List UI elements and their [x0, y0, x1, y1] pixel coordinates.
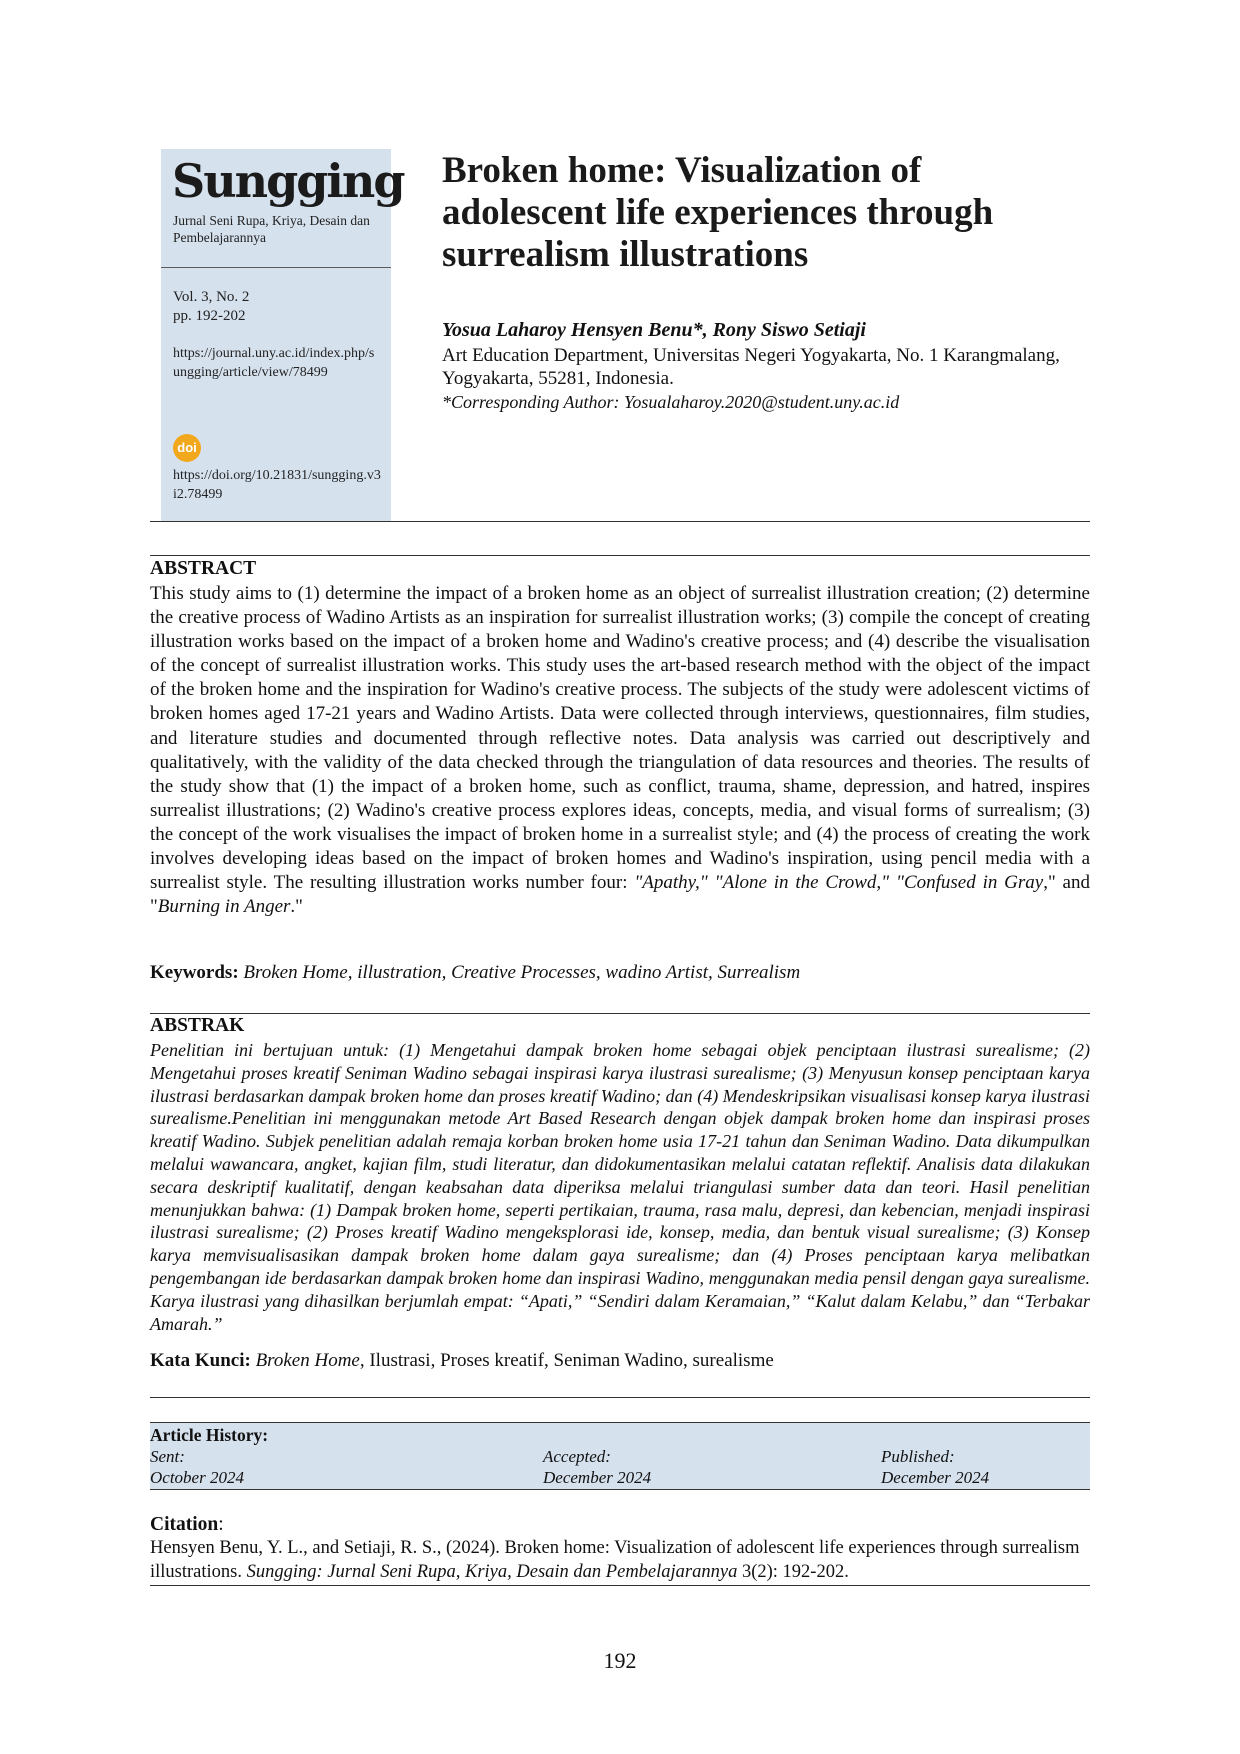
- citation-tail: 3(2): 192-202.: [737, 1561, 849, 1582]
- kata-kunci: [150, 1349, 1090, 1373]
- work-separator: ," and ": [150, 872, 1090, 918]
- abstract-body-text: This study aims to (1) determine the impact of a broken home as an object of surrealist illustration creation; (2) determine the creative process of Wadino Artists as an inspiration for surrealist illustration works; (3) compile the concept of creating illustration works based on the impact of a broken home and Wadino's creative process; and (4) describe the visualisation of the concept of surrealist illustration works. This study uses the art-based research method with the object of the impact of the broken home and the inspiration for Wadino's creative process. The subjects of the study were adolescent victims of broken homes aged 17-21 years and Wadino Artists. Data were collected through interviews, questionnaires, film studies, and literature studies and documented through reflective notes. Data analysis was carried out descriptively and qualitatively, with the validity of the data checked through the triangulation of data resources and theories. The results of the study show that (1) the impact of a broken home, such as conflict, trauma, shame, depression, and hatred, inspires surrealist illustrations; (2) Wadino's creative process explores ideas, concepts, media, and visual forms of surrealism; (3) the concept of the work visualises the impact of broken home in a surrealist style; and (4) the process of creating the work involves developing ideas based on the impact of broken homes and Wadino's inspiration, using pencil media with a surrealist style. The resulting illustration works number four:: [150, 583, 1090, 894]
- accepted-date: December 2024: [543, 1468, 652, 1487]
- accepted-label: Accepted:: [543, 1447, 611, 1466]
- work-title-3: "Confused in Gray: [895, 872, 1044, 894]
- article-history: [150, 1422, 1090, 1490]
- journal-info-box: [161, 149, 404, 521]
- abstract-heading: ABSTRACT: [150, 558, 257, 579]
- kata-kunci-rest: , Ilustrasi, Proses kreatif, Seniman Wadino, surealisme: [359, 1350, 774, 1371]
- history-accepted: [543, 1446, 651, 1488]
- kata-kunci-first: Broken Home: [255, 1350, 360, 1371]
- history-sent: [150, 1446, 244, 1488]
- citation-label: Citation: [150, 1514, 219, 1535]
- abstrak-text: Penelitian ini bertujuan untuk: (1) Mengetahui dampak broken home sebagai objek penciptaan ilustrasi surealisme; (2) Mengetahui proses kreatif Seniman Wadino sebagai inspirasi karya ilustrasi surealisme; (3) Menyusun konsep penciptaan karya ilustrasi berdasarkan dampak broken home dan proses kreatif Wadino; dan (4) Mendeskripsikan visualisasi konsep karya ilustrasi surealisme.Penelitian ini menggunakan metode Art Based Research dengan objek dampak broken home dan inspirasi proses kreatif Wadino. Subjek penelitian adalah remaja korban broken home usia 17-21 tahun dan Seniman Wadino. Data dikumpulkan melalui wawancara, angket, kajian film, studi literatur, dan didokumentasikan melalui catatan reflektif. Analisis data dilakukan secara deskriptif kualitatif, dengan keabsahan data diperiksa melalui triangulasi sumber data dan teori. Hasil penelitian menunjukkan bahwa: (1) Dampak broken home, seperti pertikaian, trauma, rasa malu, depresi, dan kebencian, menjadi inspirasi ilustrasi surealisme; (2) Proses kreatif Wadino mengeksplorasi ide, konsep, media, dan bentuk visual surealisme; (3) Konsep karya memvisualisasikan dampak broken home dalam gaya surealisme; dan (4) Proses penciptaan karya melibatkan pengembangan ide berdasarkan dampak broken home dan inspirasi Wadino, menggunakan media pensil dengan gaya surealisme. Karya ilustrasi yang dihasilkan berjumlah empat: “Apati,” “Sendiri dalam Keramaian,” “Kalut dalam Kelabu,” dan “Terbakar Amarah.”: [150, 1040, 1090, 1334]
- journal-logo: Sungging: [172, 154, 404, 208]
- doi-icon: doi: [173, 434, 201, 462]
- work-title-2: "Alone in the Crowd,": [714, 872, 890, 894]
- published-label: Published:: [881, 1447, 955, 1466]
- citation-journal: Sungging: Jurnal Seni Rupa, Kriya, Desain dan Pembelajarannya: [246, 1561, 738, 1582]
- abstrak-heading: ABSTRAK: [150, 1015, 245, 1036]
- keywords: [150, 961, 1090, 985]
- header-divider: [150, 521, 1090, 522]
- history-top-rule: [150, 1397, 1090, 1398]
- citation-bottom-rule: [150, 1585, 1090, 1586]
- corresponding-author: *Corresponding Author: Yosualaharoy.2020@student.uny.ac.id: [442, 392, 900, 412]
- keywords-label: Keywords:: [150, 962, 239, 983]
- article-title: Broken home: Visualization of adolescent life experiences through surrealism illustrations: [442, 150, 994, 275]
- page-number: 192: [603, 1648, 637, 1673]
- page-range: pp. 192-202: [173, 308, 246, 324]
- work-title-4: Burning in Anger: [157, 896, 291, 918]
- volume-number: Vol. 3, No. 2: [173, 289, 250, 305]
- journal-subtitle: Jurnal Seni Rupa, Kriya, Desain dan Pembelajarannya: [173, 213, 370, 245]
- published-date: December 2024: [881, 1468, 990, 1487]
- history-label: Article History:: [150, 1425, 269, 1445]
- history-published: [881, 1446, 989, 1488]
- abstrak-top-rule: [150, 1013, 1090, 1014]
- author-affiliation: Art Education Department, Universitas Negeri Yogyakarta, No. 1 Karangmalang, Yogyakarta, 55281, Indonesia.: [442, 345, 1060, 389]
- sidebar-divider: [161, 267, 391, 268]
- article-url-link[interactable]: https://journal.uny.ac.id/index.php/sungging/article/view/78499: [173, 346, 375, 380]
- sent-label: Sent:: [150, 1447, 185, 1466]
- author-names: Yosua Laharoy Hensyen Benu*, Rony Siswo Setiaji: [442, 319, 866, 341]
- citation-text: [150, 1537, 1090, 1584]
- kata-kunci-label: Kata Kunci:: [150, 1350, 251, 1371]
- abstract-top-rule: [150, 555, 1090, 556]
- citation-plain: Hensyen Benu, Y. L., and Setiaji, R. S., (2024). Broken home: Visualization of adolescent life experiences through surrealism illustrations.: [150, 1538, 1080, 1582]
- doi-link[interactable]: https://doi.org/10.21831/sungging.v3i2.78499: [173, 468, 381, 502]
- abstract-end: .": [290, 896, 303, 918]
- abstract-text: [150, 582, 1090, 919]
- sent-date: October 2024: [150, 1468, 244, 1487]
- volume-info: [173, 288, 249, 326]
- citation-heading: [150, 1513, 224, 1536]
- keywords-list: Broken Home, illustration, Creative Processes, wadino Artist, Surrealism: [243, 962, 801, 983]
- work-title-1: "Apathy,": [634, 872, 708, 894]
- citation-colon: :: [218, 1514, 224, 1535]
